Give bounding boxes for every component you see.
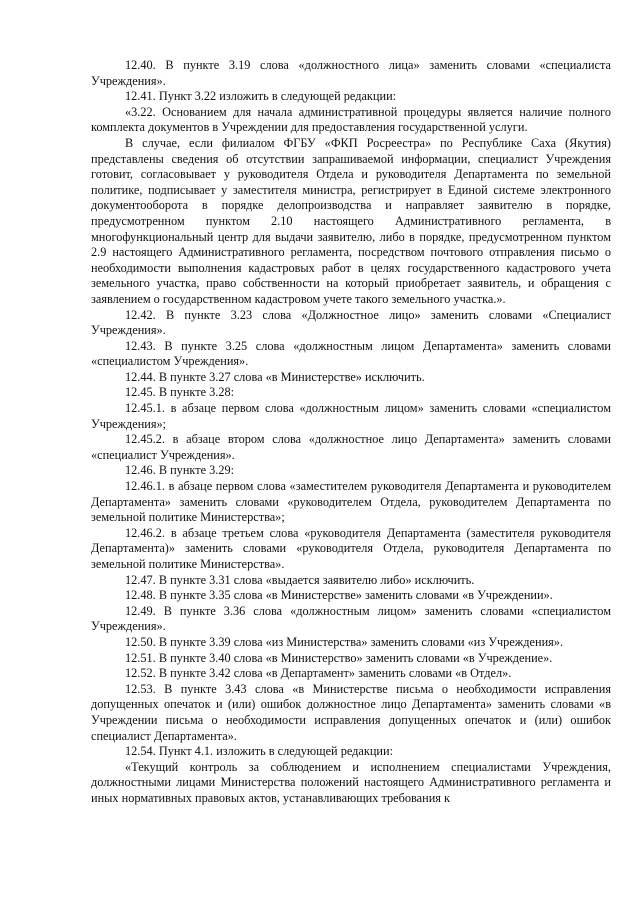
document-page (91, 58, 611, 807)
paragraph-12-54: 12.54. Пункт 4.1. изложить в следующей редакции: (125, 744, 393, 759)
paragraph-12-45-1: 12.45.1. в абзаце первом слова «должностным лицом» заменить словами «специалистом Учреждения»; (91, 401, 611, 431)
paragraph-12-42: 12.42. В пункте 3.23 слова «Должностное лицо» заменить словами «Специалист Учреждения». (91, 307, 611, 338)
paragraph-12-45-2: 12.45.2. в абзаце втором слова «должностное лицо Департамента» заменить словами «специалист Учреждения». (91, 432, 611, 462)
paragraph-12-46: 12.46. В пункте 3.29: (125, 463, 235, 478)
paragraph-3-22-case: В случае, если филиалом ФГБУ «ФКП Росреестра» по Республике Саха (Якутия) представлены сведения об отсутствии запрашиваемой информации, специалист Учреждения готовит, согласовывает у руководителя Отдела и руководителя Департамента по земельной политике, подписывает у заместителя министра, регистрирует в Единой системе электронного документооборота в порядке делопроизводства и направляет заявителю в порядке, предусмотренном пунктом 2.10 настоящего Административного регламента, в многофункциональный центр для выдачи заявителю, либо в порядке, предусмотренном пунктом 2.9 настоящего Административного регламента, посредством почтового отправления письмо о необходимости выполнения кадастровых работ в целях государственного кадастрового учета земельного участка, право собственности на который приобретает заявитель, и обращения с заявлением о государственном кадастровом учете такого земельного участка.». (91, 135, 611, 306)
paragraph-12-52: 12.52. В пункте 3.42 слова «в Департамент» заменить словами «в Отдел». (125, 666, 512, 681)
paragraph-12-41: 12.41. Пункт 3.22 изложить в следующей редакции: (125, 89, 397, 104)
paragraph-12-40: 12.40. В пункте 3.19 слова «должностного лица» заменить словами «специалиста Учреждения». (91, 58, 611, 88)
paragraph-12-43: 12.43. В пункте 3.25 слова «должностным лицом Департамента» заменить словами «специалистом Учреждения». (91, 338, 611, 369)
paragraph-12-50: 12.50. В пункте 3.39 слова «из Министерства» заменить словами «из Учреждения». (125, 634, 564, 649)
paragraph-12-46-2: 12.46.2. в абзаце третьем слова «руководителя Департамента (заместителя руководителя Департамента)» заменить словами «руководителя Отдела, руководителя Департамента по земельной политике Министерства». (91, 525, 611, 571)
paragraph-12-53: 12.53. В пункте 3.43 слова «в Министерстве письма о необходимости исправления допущенных опечаток и (или) ошибок должностное лицо Департамента» заменить словами «в Учреждении письма о необходимости исправления допущенных опечаток и (или) ошибок специалист Департамента». (91, 681, 611, 743)
paragraph-12-49: 12.49. В пункте 3.36 слова «должностным лицом» заменить словами «специалистом Учреждения». (91, 603, 611, 634)
paragraph-12-44: 12.44. В пункте 3.27 слова «в Министерстве» исключить. (125, 369, 425, 384)
paragraph-12-51: 12.51. В пункте 3.40 слова «в Министерство» заменить словами «в Учреждение». (125, 650, 553, 665)
paragraph-12-48: 12.48. В пункте 3.35 слова «в Министерстве» заменить словами «в Учреждении». (125, 588, 553, 603)
paragraph-12-45: 12.45. В пункте 3.28: (125, 385, 235, 400)
paragraph-12-46-1: 12.46.1. в абзаце первом слова «заместителем руководителя Департамента и руководителем Департамента» заменить словами «руководителем Отдела, руководителем Департамента по земельной политике Министерства»; (91, 479, 611, 525)
paragraph-12-47: 12.47. В пункте 3.31 слова «выдается заявителю либо» исключить. (125, 572, 475, 587)
paragraph-3-22-quote: «3.22. Основанием для начала административной процедуры является наличие полного комплекта документов в Учреждении для предоставления государственной услуги. (91, 104, 611, 135)
paragraph-4-1-quote: «Текущий контроль за соблюдением и исполнением специалистами Учреждения, должностными лицами Министерства положений настоящего Административного регламента и иных нормативных правовых актов, устанавливающих требования к (91, 759, 611, 805)
